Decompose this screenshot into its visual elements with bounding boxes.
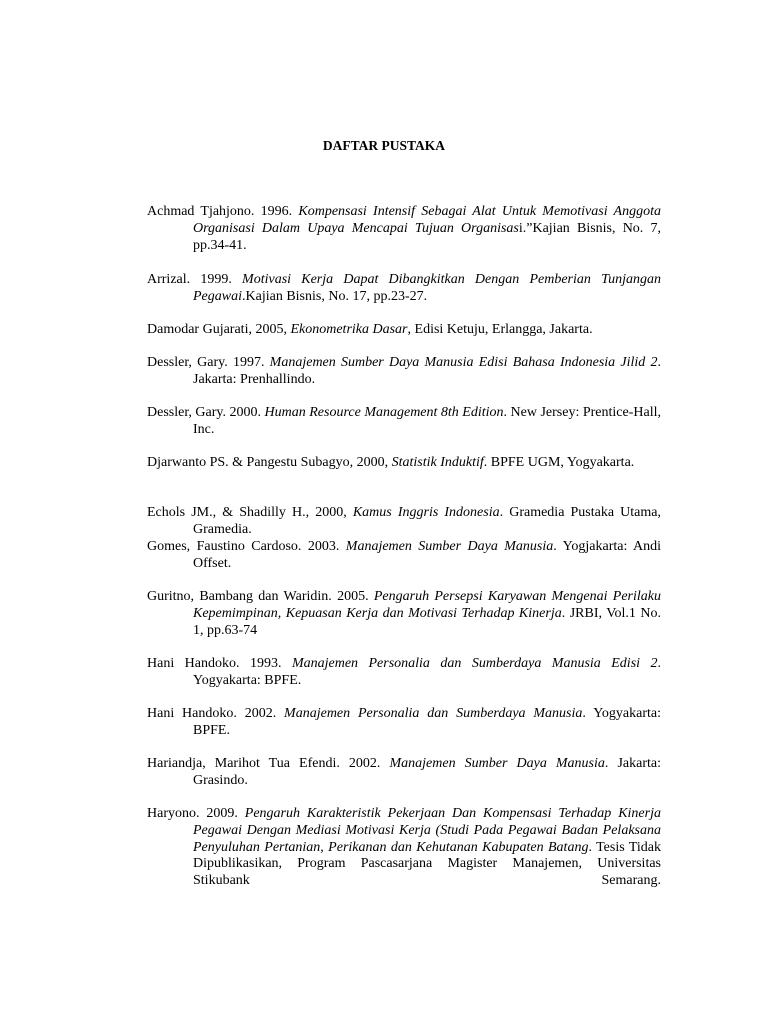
reference-title: Pengaruh Karakteristik Pekerjaan Dan Kompensasi Terhadap Kinerja Pegawai Dengan Mediasi Motivasi Kerja (Studi Pada Pegawai Badan Pelaksana Penyuluhan Pertanian, Perikanan dan Kehutanan Kabupaten Batang	[193, 806, 661, 855]
reference-item	[147, 455, 661, 472]
reference-author: Arrizal. 1999.	[147, 272, 243, 287]
reference-title: Motivasi Kerja Dapat Dibangkitkan Dengan Pemberian Tunjangan Pegawai	[193, 272, 661, 304]
reference-source: . Tesis Tidak Dipublikasikan, Program Pascasarjana Magister Manajemen, Universitas Stikubank Semarang.	[193, 839, 661, 889]
reference-item	[147, 656, 661, 690]
reference-author: Djarwanto PS. & Pangestu Subagyo, 2000,	[147, 455, 392, 470]
reference-title: Ekonometrika Dasar	[290, 322, 408, 337]
reference-author: Hani Handoko. 2002.	[147, 706, 285, 721]
reference-source: . Yogyakarta: BPFE.	[193, 706, 661, 738]
reference-item	[147, 756, 661, 790]
reference-author: Dessler, Gary. 1997.	[147, 355, 270, 370]
reference-item	[147, 706, 661, 740]
reference-author: Haryono. 2009.	[147, 806, 245, 821]
reference-source: i.”Kajian Bisnis, No. 7, pp.34-41.	[193, 220, 662, 253]
reference-item	[147, 322, 661, 339]
reference-title: Manajemen Personalia dan Sumberdaya Manusia	[284, 706, 583, 721]
reference-item	[147, 272, 661, 306]
reference-item	[147, 589, 661, 639]
reference-author: Achmad Tjahjono. 1996.	[147, 204, 299, 219]
reference-source: . New Jersey: Prentice-Hall, Inc.	[193, 405, 661, 437]
reference-author: Guritno, Bambang dan Waridin. 2005.	[147, 589, 374, 604]
reference-author: Hariandja, Marihot Tua Efendi. 2002.	[147, 756, 390, 771]
reference-source: . Jakarta: Prenhallindo.	[193, 355, 661, 387]
reference-source: . Yogjakarta: Andi Offset.	[193, 539, 662, 571]
reference-author: Hani Handoko. 1993.	[147, 656, 292, 671]
reference-source: , Edisi Ketuju, Erlangga, Jakarta.	[407, 322, 593, 337]
reference-author: Dessler, Gary. 2000.	[147, 405, 265, 420]
reference-title: Kamus Inggris Indonesia	[352, 505, 500, 520]
reference-item	[147, 505, 661, 539]
reference-source: . Gramedia Pustaka Utama, Gramedia.	[193, 505, 661, 537]
reference-title: Manajemen Sumber Daya Manusia Edisi Bahasa Indonesia Jilid 2	[269, 355, 658, 370]
reference-title: Human Resource Management 8th Edition	[264, 405, 504, 420]
reference-title: Statistik Induktif	[391, 455, 484, 470]
reference-author: Gomes, Faustino Cardoso. 2003.	[147, 539, 346, 554]
reference-item	[147, 405, 661, 439]
reference-source: . BPFE UGM, Yogyakarta.	[483, 455, 635, 470]
reference-title: Kompensasi Intensif Sebagai Alat Untuk Memotivasi Anggota Organisasi Dalam Upaya Mencapai Tujuan Organisas	[193, 204, 661, 236]
reference-title: Manajemen Sumber Daya Manusia	[345, 539, 554, 554]
reference-source: . Jakarta: Grasindo.	[193, 756, 662, 788]
reference-source: .Kajian Bisnis, No. 17, pp.23-27.	[242, 288, 428, 304]
reference-author: Damodar Gujarati, 2005,	[147, 322, 291, 337]
reference-item	[147, 355, 661, 389]
reference-item	[147, 204, 661, 254]
page-title: DAFTAR PUSTAKA	[322, 138, 446, 153]
reference-title: Pengaruh Persepsi Karyawan Mengenai Perilaku Kepemimpinan, Kepuasan Kerja dan Motivasi Terhadap Kinerja	[193, 589, 661, 621]
reference-title: Manajemen Sumber Daya Manusia	[389, 756, 605, 771]
reference-author: Echols JM., & Shadilly H., 2000,	[147, 505, 353, 520]
reference-source: . Yogyakarta: BPFE.	[193, 656, 661, 688]
reference-source: . JRBI, Vol.1 No. 1, pp.63-74	[193, 605, 661, 638]
reference-title: Manajemen Personalia dan Sumberdaya Manusia Edisi 2	[291, 656, 658, 671]
reference-item	[147, 539, 661, 573]
reference-item	[147, 806, 661, 890]
